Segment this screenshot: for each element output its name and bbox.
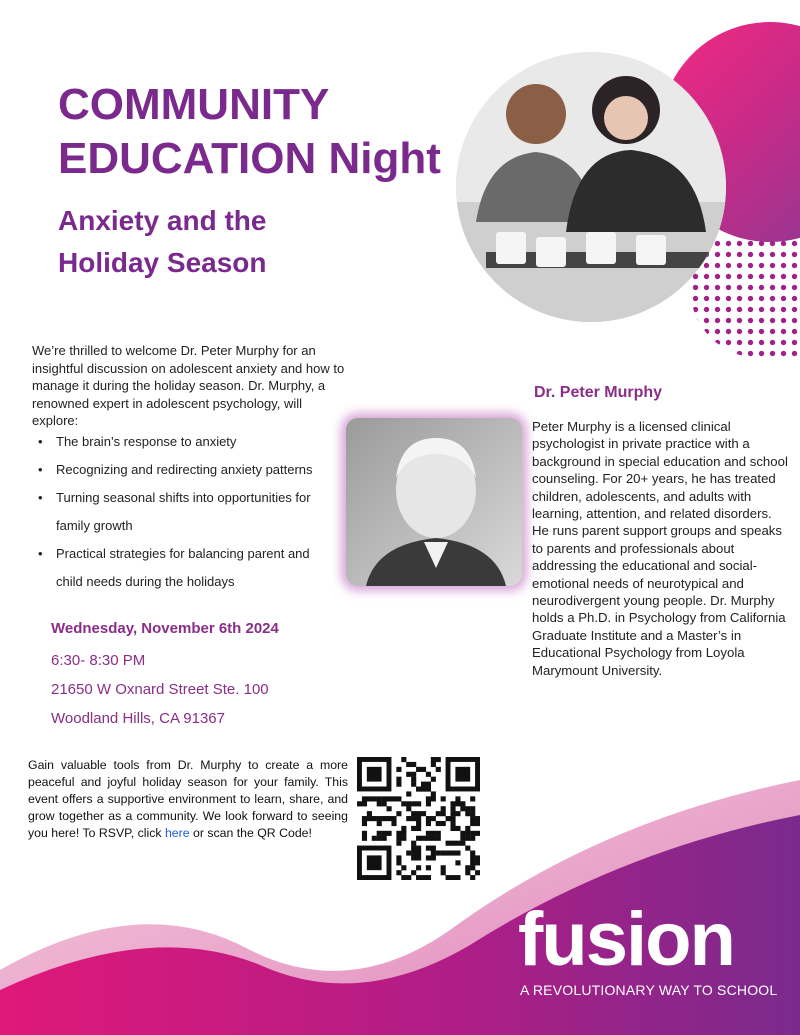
- event-address-line1: 21650 W Oxnard Street Ste. 100: [51, 681, 269, 698]
- list-item: • Turning seasonal shifts into opportunities for family growth: [34, 484, 334, 540]
- list-item: • The brain’s response to anxiety: [34, 428, 334, 456]
- title-line-1: COMMUNITY: [58, 80, 330, 129]
- closing-paragraph: [28, 757, 348, 842]
- fusion-logo: fusion: [518, 897, 734, 982]
- event-photo-illustration: [456, 52, 726, 322]
- event-date: Wednesday, November 6th 2024: [51, 620, 279, 637]
- event-photo: [456, 52, 726, 322]
- event-address-line2: Woodland Hills, CA 91367: [51, 710, 225, 727]
- intro-paragraph: We’re thrilled to welcome Dr. Peter Murphy for an insightful discussion on adolescent anxiety and how to manage it during the holiday season. Dr. Murphy, a renowned expert in adolescent psychology, will explore:: [32, 343, 345, 428]
- page-title: [58, 78, 478, 186]
- speaker-portrait: [346, 418, 522, 586]
- list-item: • Recognizing and redirecting anxiety patterns: [34, 456, 334, 484]
- list-item: • Practical strategies for balancing parent and child needs during the holidays: [34, 540, 334, 596]
- title-line-2: EDUCATION Night: [58, 134, 441, 183]
- event-time: 6:30- 8:30 PM: [51, 652, 146, 669]
- event-subtitle: [58, 200, 358, 284]
- subtitle-line-1: Anxiety and the: [58, 205, 267, 236]
- speaker-name: Dr. Peter Murphy: [534, 384, 663, 401]
- qr-code[interactable]: [357, 757, 480, 880]
- rsvp-link[interactable]: here: [164, 826, 190, 840]
- topics-list: [34, 428, 334, 596]
- closing-text: Gain valuable tools from Dr. Murphy to create a more peaceful and joyful holiday season for your family. This event offers a supportive environment to learn, share, and grow together as a community. We look forward to seeing you here! To RSVP, click: [28, 758, 348, 840]
- qr-code-graphic: [357, 757, 480, 880]
- subtitle-line-2: Holiday Season: [58, 247, 267, 278]
- closing-text-end: or scan the QR Code!: [189, 826, 312, 840]
- speaker-bio: Peter Murphy is a licensed clinical psychologist in private practice with a background in special education and school counseling. For 20+ years, he has treated children, adolescents, and adults with learning, attention, and related disorders. He runs parent support groups and speaks to parents and professionals about addressing the educational and social-emotional needs of neurotypical and neurodivergent young people. Dr. Murphy holds a Ph.D. in Psychology from California Graduate Institute and a Master’s in Educational Psychology from Loyola Marymount University.: [532, 419, 788, 678]
- logo-tagline: A REVOLUTIONARY WAY TO SCHOOL: [520, 982, 778, 998]
- speaker-photo: [346, 418, 522, 586]
